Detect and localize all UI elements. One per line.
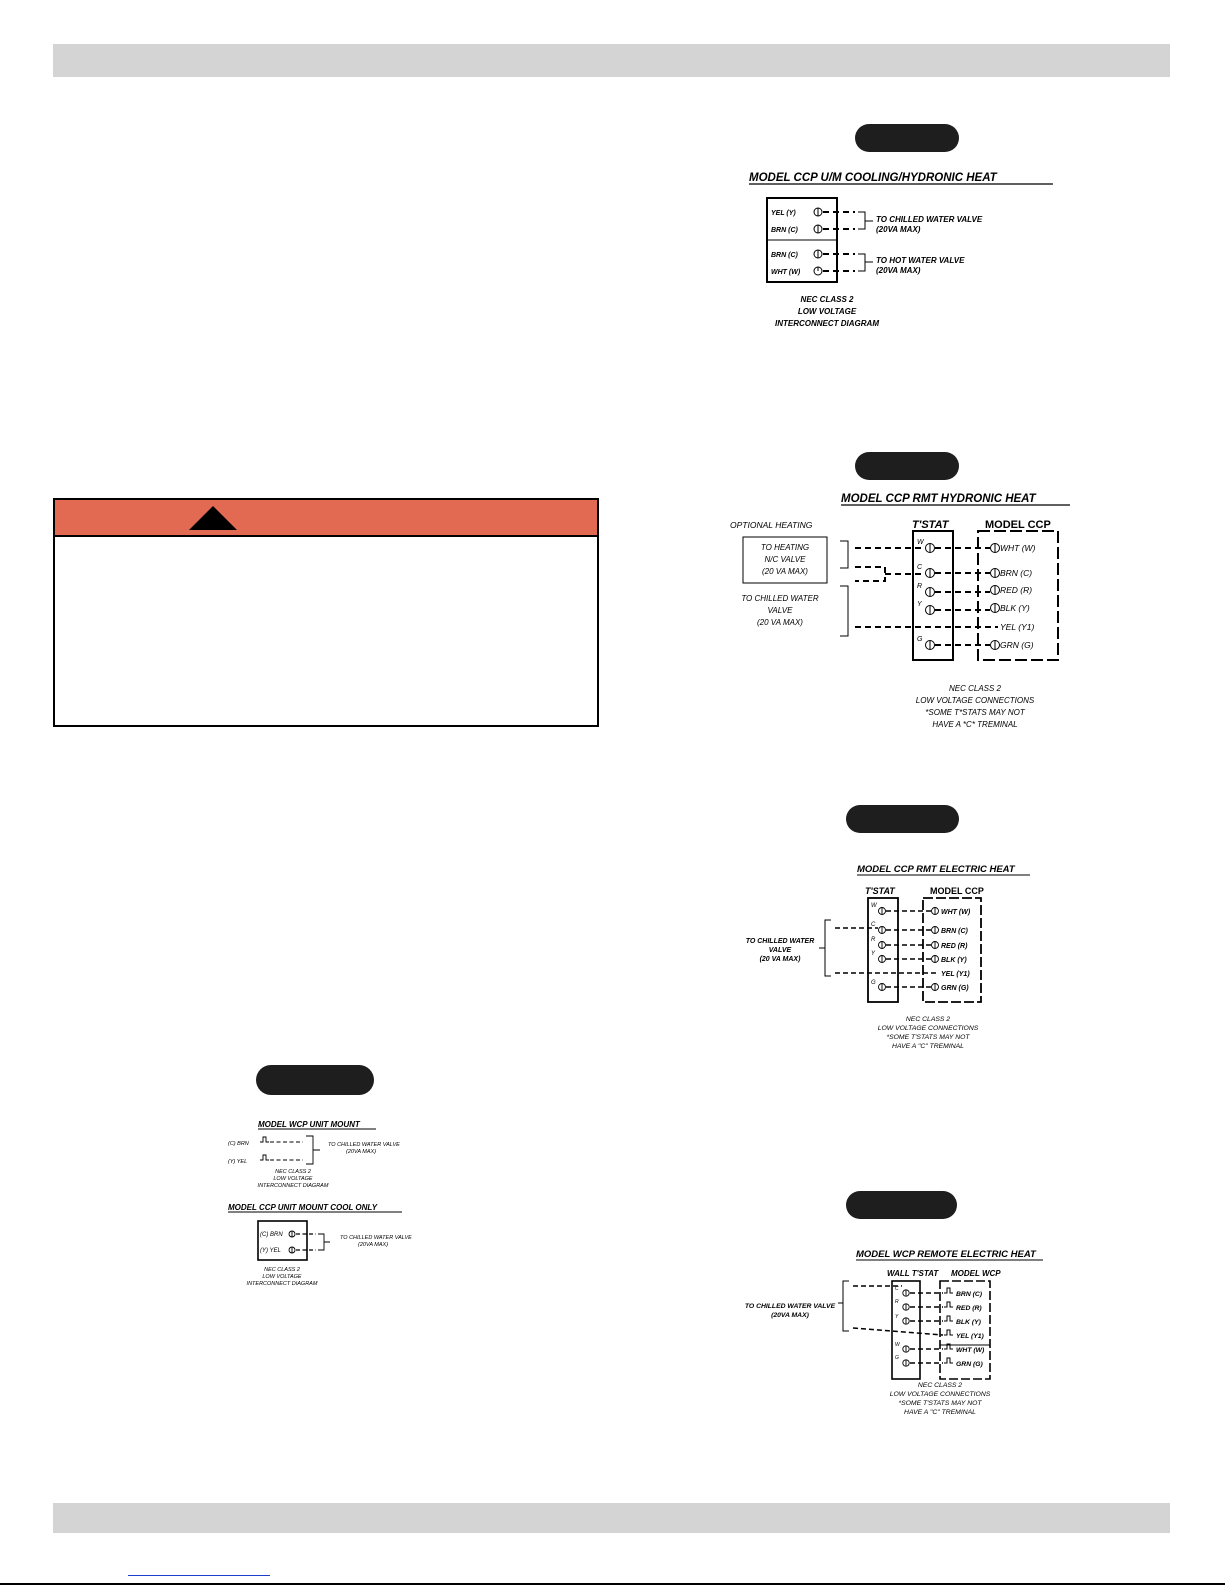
chilled-valve-label: TO CHILLED WATER VALVE — [744, 1303, 836, 1310]
model-terminal: BLK (Y) — [956, 1319, 981, 1326]
diagram-note: INTERCONNECT DIAGRAM — [257, 1183, 329, 1189]
model-terminal: WHT (W) — [941, 909, 971, 916]
diagram-title: MODEL WCP UNIT MOUNT — [258, 1120, 360, 1129]
terminal-label: (Y) YEL — [260, 1248, 281, 1254]
model-label: MODEL WCP — [951, 1269, 1001, 1278]
model-label: MODEL CCP — [985, 519, 1051, 531]
tstat-terminal: Y — [871, 951, 876, 957]
model-terminal: BLK (Y) — [1000, 603, 1030, 613]
diagram-note: LOW VOLTAGE CONNECTIONS — [915, 696, 1035, 705]
diagram-note: NEC CLASS 2 — [948, 684, 1002, 693]
diagram-note: *SOME T'STATS MAY NOT — [886, 1034, 970, 1041]
model-terminal: YEL (Y1) — [1000, 622, 1035, 632]
diagram-note: HAVE A "C" TREMINAL — [904, 1409, 976, 1416]
valve-label: (20VA MAX) — [876, 225, 921, 234]
model-terminal: GRN (G) — [956, 1361, 983, 1368]
valve-label: TO CHILLED WATER VALVE — [328, 1142, 400, 1148]
figure-label-pill — [846, 805, 959, 833]
tstat-label: T'STAT — [865, 886, 895, 896]
diagram-title: MODEL CCP RMT HYDRONIC HEAT — [841, 493, 1036, 505]
tstat-terminal: R — [895, 1299, 899, 1305]
tstat-terminal: R — [917, 583, 923, 590]
diagram-note: LOW VOLTAGE CONNECTIONS — [889, 1391, 991, 1398]
model-terminal: BRN (C) — [941, 928, 968, 935]
terminal-label: (C) BRN — [260, 1232, 283, 1238]
model-terminal: RED (R) — [941, 943, 968, 950]
chilled-valve-label: (20VA MAX) — [771, 1312, 809, 1319]
valve-label: TO CHILLED WATER VALVE — [876, 215, 983, 224]
figure-label-pill — [855, 124, 959, 152]
terminal-label: YEL (Y) — [771, 210, 796, 217]
diagram-wcp-remote-electric — [745, 1245, 1055, 1420]
figure-label-pill — [846, 1191, 957, 1219]
footer-band — [53, 1503, 1170, 1533]
valve-label: TO HOT WATER VALVE — [876, 256, 965, 265]
terminal-label: (C) BRN — [228, 1141, 249, 1147]
model-terminal: BRN (C) — [1000, 568, 1033, 578]
diagram-note: *SOME T'STATS MAY NOT — [898, 1400, 982, 1407]
tstat-terminal: C — [895, 1286, 899, 1292]
diagram-note: LOW VOLTAGE — [273, 1176, 313, 1182]
chilled-valve-label: TO CHILLED WATER — [745, 938, 815, 945]
diagram-note: INTERCONNECT DIAGRAM — [246, 1281, 318, 1287]
diagram-ccp-rmt-hydronic — [730, 488, 1080, 738]
warning-header — [55, 500, 597, 537]
valve-box-label: TO HEATING — [760, 543, 810, 552]
tstat-terminal: Y — [917, 601, 922, 608]
diagram-note: NEC CLASS 2 — [275, 1169, 311, 1175]
tstat-terminal: G — [917, 636, 923, 643]
chilled-valve-label: (20 VA MAX) — [759, 956, 801, 963]
tstat-terminal: G — [871, 980, 876, 986]
diagram-note: *SOME T*STATS MAY NOT — [925, 708, 1025, 717]
tstat-terminal: R — [871, 937, 876, 943]
warning-triangle-icon — [189, 506, 237, 530]
diagram-title: MODEL CCP RMT ELECTRIC HEAT — [857, 864, 1015, 875]
valve-box-label: (20 VA MAX) — [762, 567, 808, 576]
diagram-note: NEC CLASS 2 — [905, 1016, 951, 1023]
tstat-terminal: C — [871, 922, 876, 928]
diagram-title: MODEL CCP UNIT MOUNT COOL ONLY — [228, 1203, 378, 1212]
model-label: MODEL CCP — [930, 886, 984, 896]
model-terminal: GRN (G) — [941, 985, 969, 992]
tstat-terminal: W — [871, 903, 877, 909]
chilled-valve-label: VALVE — [767, 606, 793, 615]
terminal-label: WHT (W) — [771, 269, 801, 276]
figure-label-pill — [855, 452, 959, 480]
terminal-label: BRN (C) — [771, 252, 798, 259]
tstat-terminal: W — [895, 1342, 900, 1348]
warning-box — [53, 498, 599, 727]
diagram-note: LOW VOLTAGE — [797, 307, 857, 316]
diagram-note: NEC CLASS 2 — [800, 295, 854, 304]
header-band — [53, 44, 1170, 77]
model-terminal: WHT (W) — [956, 1347, 985, 1354]
terminal-label: BRN (C) — [771, 227, 798, 234]
diagram-title: MODEL CCP U/M COOLING/HYDRONIC HEAT — [749, 172, 997, 184]
tstat-terminal: W — [917, 539, 924, 546]
valve-label: (20VA MAX) — [358, 1242, 389, 1248]
valve-label: TO CHILLED WATER VALVE — [340, 1235, 412, 1241]
terminal-label: (Y) YEL — [228, 1159, 248, 1165]
optional-heating-label: OPTIONAL HEATING — [730, 520, 813, 530]
diagram-note: HAVE A "C" TREMINAL — [892, 1043, 964, 1050]
diagram-note: NEC CLASS 2 — [264, 1267, 300, 1273]
tstat-terminal: C — [917, 564, 923, 571]
diagram-note: LOW VOLTAGE CONNECTIONS — [877, 1025, 979, 1032]
model-terminal: YEL (Y1) — [956, 1333, 984, 1340]
diagram-wcp-unit-mount — [228, 1118, 443, 1193]
chilled-valve-label: VALVE — [768, 947, 792, 954]
valve-label: (20VA MAX) — [346, 1149, 377, 1155]
model-terminal: BLK (Y) — [941, 957, 967, 964]
model-terminal: BRN (C) — [956, 1291, 983, 1298]
chilled-valve-label: (20 VA MAX) — [757, 618, 803, 627]
model-terminal: YEL (Y1) — [941, 971, 970, 978]
figure-label-pill — [256, 1065, 374, 1095]
diagram-ccp-um-cooling-hydronic — [735, 165, 1075, 340]
chilled-valve-label: TO CHILLED WATER — [741, 594, 819, 603]
diagram-note: HAVE A *C* TREMINAL — [932, 720, 1018, 729]
tstat-label: WALL T'STAT — [887, 1269, 939, 1278]
model-terminal: RED (R) — [956, 1305, 982, 1312]
tstat-label: T'STAT — [912, 519, 949, 531]
tstat-terminal: Y — [895, 1314, 899, 1320]
valve-box-label: N/C VALVE — [764, 555, 806, 564]
diagram-ccp-unit-mount-cool-only — [228, 1201, 443, 1293]
tstat-terminal: G — [895, 1355, 899, 1361]
valve-label: (20VA MAX) — [876, 266, 921, 275]
model-terminal: GRN (G) — [1000, 640, 1034, 650]
diagram-ccp-rmt-electric — [745, 860, 1045, 1060]
diagram-note: LOW VOLTAGE — [262, 1274, 302, 1280]
model-terminal: RED (R) — [1000, 585, 1033, 595]
footer-link[interactable] — [128, 1574, 270, 1576]
diagram-note: NEC CLASS 2 — [917, 1382, 963, 1389]
diagram-title: MODEL WCP REMOTE ELECTRIC HEAT — [856, 1249, 1036, 1260]
diagram-note: INTERCONNECT DIAGRAM — [775, 319, 879, 328]
model-terminal: WHT (W) — [1000, 543, 1036, 553]
